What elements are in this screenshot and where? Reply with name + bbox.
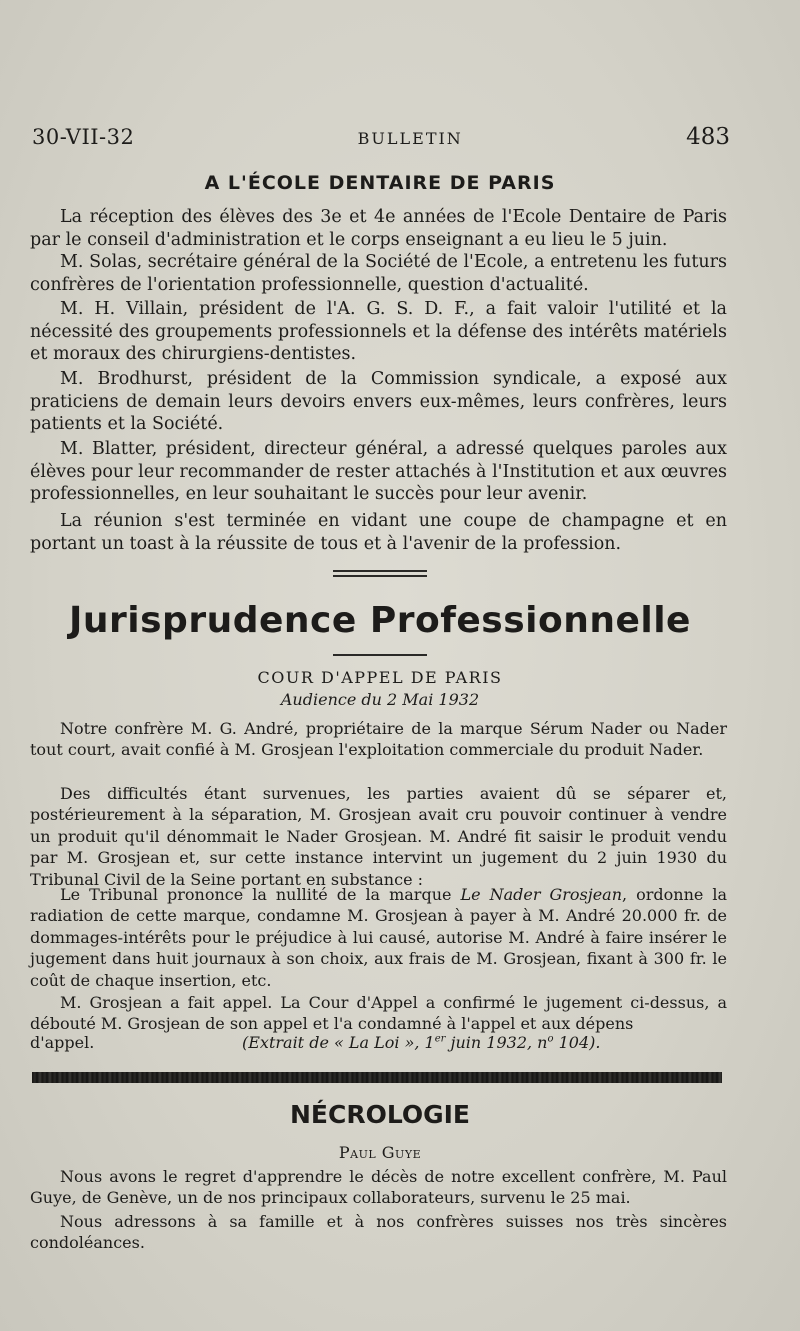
ecole-paragraph-3: M. H. Villain, président de l'A. G. S. D. F., a fait valoir l'utilité et la nécessité des groupements professionnels et la défense des intérêts matériels et moraux des chirurgiens-dentistes. bbox=[30, 299, 727, 364]
deceased-name: Paul Guye bbox=[338, 1143, 422, 1162]
source-sup-2: o bbox=[547, 1033, 554, 1045]
necro-paragraph-1: Nous avons le regret d'apprendre le décès de notre excellent confrère, M. Paul Guye, de Genève, un de nos principaux collaborateurs, survenu le 25 mai. bbox=[30, 1167, 727, 1208]
juris-p3-start: Le Tribunal prononce la nullité de la marque bbox=[60, 885, 461, 904]
source-line bbox=[30, 1032, 727, 1053]
jurisprudence-heading: Jurisprudence Professionnelle bbox=[69, 600, 691, 641]
ecole-paragraph-5: M. Blatter, président, directeur général, a adressé quelques paroles aux élèves pour leur recommander de rester attachés à l'Institution et aux œuvres professionnelles, en leur souhaitant le succès pour leur avenir. bbox=[30, 439, 727, 504]
necro-paragraph-2: Nous adressons à sa famille et à nos confrères suisses nos très sincères condoléances. bbox=[30, 1212, 727, 1253]
thick-divider bbox=[32, 1072, 722, 1083]
source-part-2: juin 1932, n bbox=[445, 1033, 548, 1052]
juris-p4-end: d'appel. bbox=[30, 1033, 95, 1052]
source-citation bbox=[242, 1032, 600, 1053]
page-header bbox=[32, 124, 730, 150]
source-part-3: 104). bbox=[553, 1033, 601, 1052]
juris-paragraph-2: Des difficultés étant survenues, les parties avaient dû se séparer et, postérieurement à la séparation, M. Grosjean avait cru pouvoir continuer à vendre un produit qu'il dénommait le Nader Grosjean. M. André fit saisir le produit vendu par M. Grosjean et, sur cette instance intervint un jugement du 2 juin 1930 du Tribunal Civil de la Seine portant en substance : bbox=[30, 784, 727, 889]
brand-name: Le Nader Grosjean bbox=[460, 885, 623, 904]
ecole-paragraph-4: M. Brodhurst, président de la Commission syndicale, a exposé aux praticiens de demain leurs devoirs envers eux-mêmes, leurs confrères, leurs patients et la Société. bbox=[30, 369, 727, 434]
juris-paragraph-1: Notre confrère M. G. André, propriétaire de la marque Sérum Nader ou Nader tout court, avait confié à M. Grosjean l'exploitation commerciale du produit Nader. bbox=[30, 719, 727, 760]
header-date: 30-VII-32 bbox=[32, 125, 135, 149]
section-divider bbox=[333, 570, 427, 577]
juris-paragraph-3 bbox=[30, 884, 727, 991]
court-name: COUR D'APPEL DE PARIS bbox=[257, 668, 503, 687]
audience-date: Audience du 2 Mai 1932 bbox=[280, 690, 480, 709]
necrologie-heading: NÉCROLOGIE bbox=[289, 1100, 471, 1129]
ecole-paragraph-6: La réunion s'est terminée en vidant une coupe de champagne et en portant un toast à la réussite de tous et à l'avenir de la profession. bbox=[30, 511, 727, 554]
ecole-paragraph-1: La réception des élèves des 3e et 4e années de l'Ecole Dentaire de Paris par le conseil d'administration et le corps enseignant a eu lieu le 5 juin. bbox=[30, 207, 727, 250]
ecole-paragraph-2: M. Solas, secrétaire général de la Société de l'Ecole, a entretenu les futurs confrères de l'orientation professionnelle, question d'actualité. bbox=[30, 252, 727, 295]
juris-paragraph-4: M. Grosjean a fait appel. La Cour d'Appel a confirmé le jugement ci-dessus, a débouté M. Grosjean de son appel et l'a condamné à l'appel et aux dépens bbox=[30, 993, 727, 1034]
source-part-1: (Extrait de « La Loi », 1 bbox=[242, 1033, 435, 1052]
heading-underline bbox=[333, 654, 427, 656]
juris-p3-end: , ordonne la radiation de cette marque, condamne M. Grosjean à payer à M. André 20.000 fr. de dommages-intérêts pour le préjudice à lui causé, autorise M. André à faire insérer le jugement dans huit journaux à son choix, aux frais de M. Grosjean, fixant à 300 fr. le coût de chaque insertion, etc. bbox=[30, 885, 728, 990]
header-title: BULLETIN bbox=[357, 129, 463, 148]
ecole-heading: A L'ÉCOLE DENTAIRE DE PARIS bbox=[204, 172, 556, 194]
page-number: 483 bbox=[686, 124, 730, 150]
source-sup-1: er bbox=[434, 1033, 446, 1045]
